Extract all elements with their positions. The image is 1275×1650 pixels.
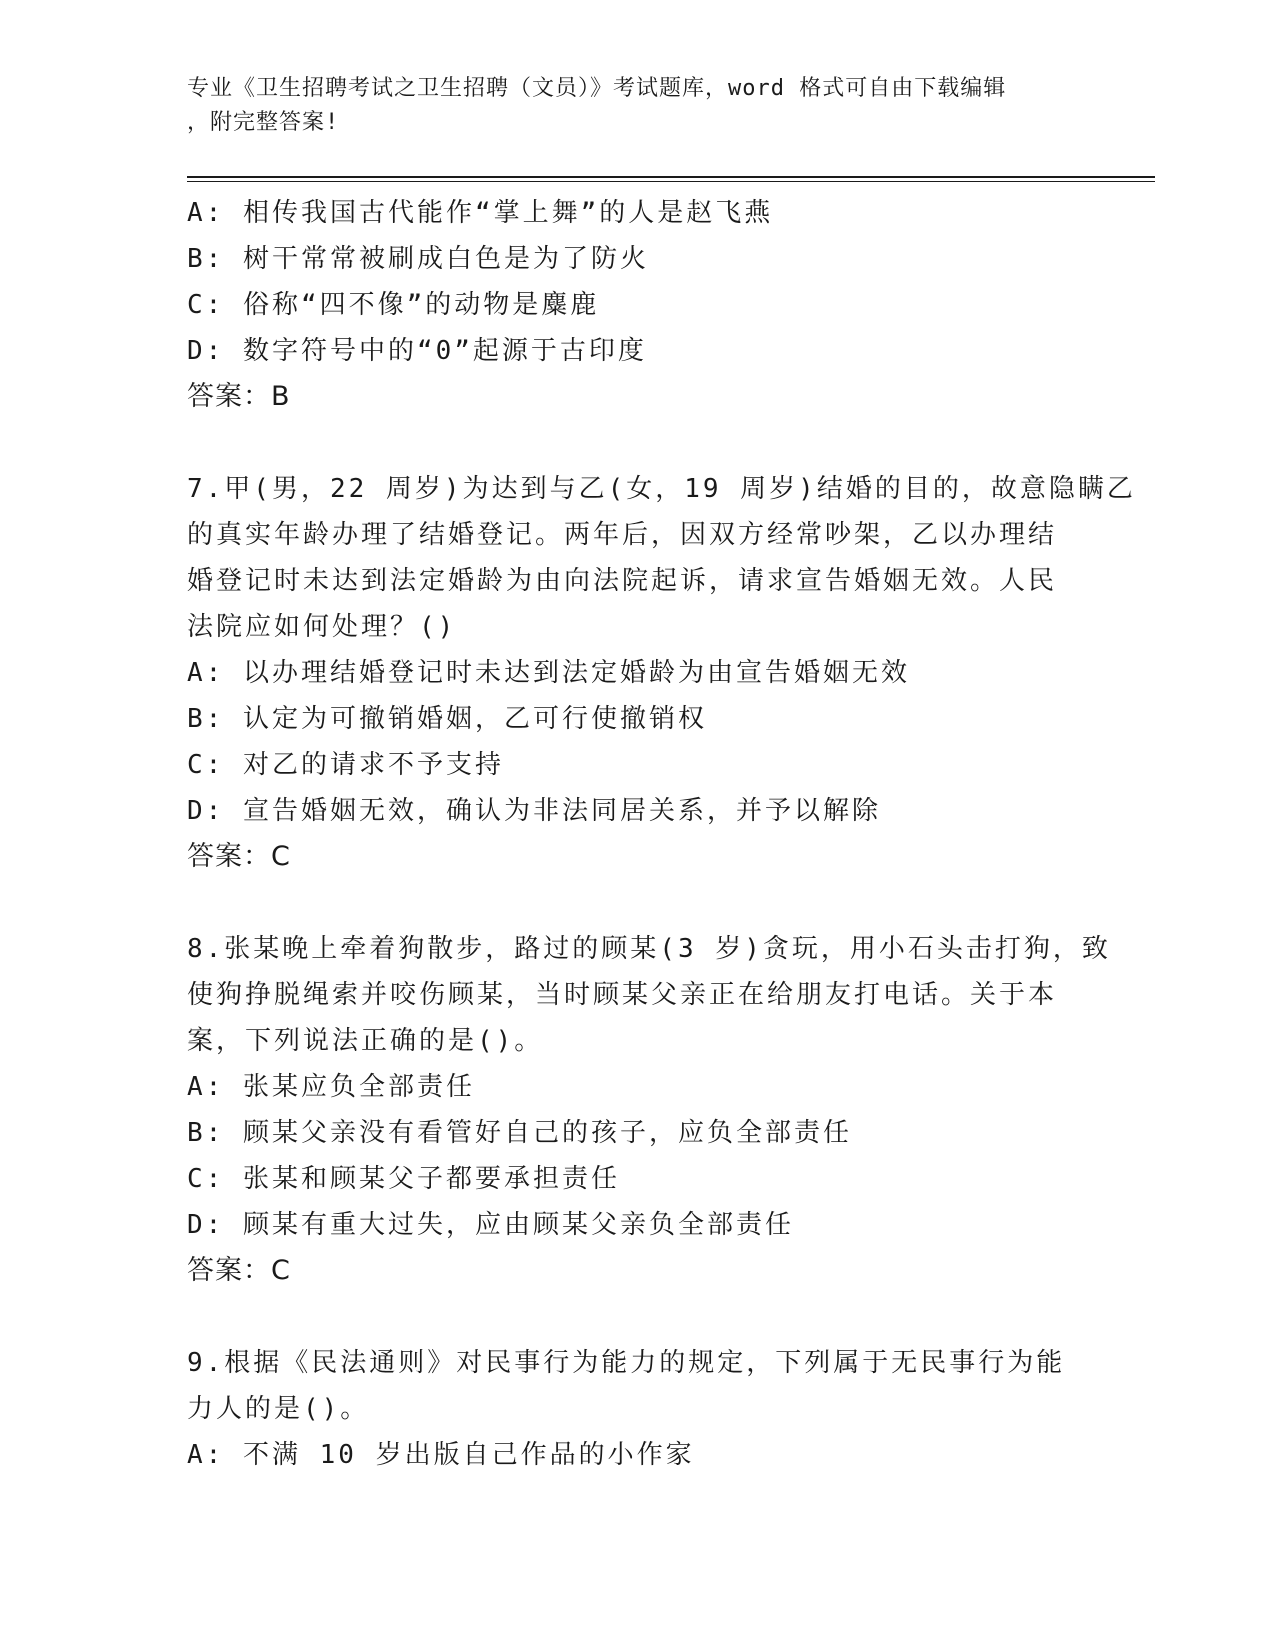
question-spacer xyxy=(187,1294,1087,1340)
header-line-2: ，附完整答案! xyxy=(187,110,340,135)
option-a: A: 相传我国古代能作“掌上舞”的人是赵飞燕 xyxy=(187,198,774,228)
question-6 xyxy=(187,190,1087,420)
question-spacer xyxy=(187,420,1087,466)
question-stem-line: 案，下列说法正确的是()。 xyxy=(187,1026,544,1056)
question-stem-line: 婚登记时未达到法定婚龄为由向法院起诉，请求宣告婚姻无效。人民 xyxy=(187,566,1058,596)
option-a: A: 不满 10 岁出版自己作品的小作家 xyxy=(187,1440,695,1470)
header-line-1: 专业《卫生招聘考试之卫生招聘（文员）》考试题库，word 格式可自由下载编辑 xyxy=(187,76,1007,101)
answer-line: 答案：C xyxy=(187,841,291,872)
question-stem-line: 8.张某晚上牵着狗散步，路过的顾某(3 岁)贪玩，用小石头击打狗，致 xyxy=(187,934,1111,964)
question-stem-line: 使狗挣脱绳索并咬伤顾某，当时顾某父亲正在给朋友打电话。关于本 xyxy=(187,980,1058,1010)
option-b: B: 顾某父亲没有看管好自己的孩子，应负全部责任 xyxy=(187,1118,852,1148)
answer-line: 答案：C xyxy=(187,1255,291,1286)
option-c: C: 张某和顾某父子都要承担责任 xyxy=(187,1164,620,1194)
option-b: B: 树干常常被刷成白色是为了防火 xyxy=(187,244,649,274)
question-stem-line: 9.根据《民法通则》对民事行为能力的规定，下列属于无民事行为能 xyxy=(187,1348,1066,1378)
header-rule-thick xyxy=(187,176,1155,178)
question-stem-line: 力人的是()。 xyxy=(187,1394,370,1424)
question-stem-line: 的真实年龄办理了结婚登记。两年后，因双方经常吵架，乙以办理结 xyxy=(187,520,1058,550)
answer-line: 答案：B xyxy=(187,381,291,412)
option-d: D: 数字符号中的“0”起源于古印度 xyxy=(187,336,647,366)
question-stem-line: 7.甲(男，22 周岁)为达到与乙(女，19 周岁)结婚的目的，故意隐瞒乙 xyxy=(187,474,1136,504)
question-9 xyxy=(187,1340,1087,1478)
question-8 xyxy=(187,926,1111,1294)
option-d: D: 宣告婚姻无效，确认为非法同居关系，并予以解除 xyxy=(187,796,881,826)
option-c: C: 对乙的请求不予支持 xyxy=(187,750,504,780)
question-list xyxy=(187,190,1136,1478)
option-b: B: 认定为可撤销婚姻，乙可行使撤销权 xyxy=(187,704,707,734)
document-header xyxy=(187,72,1087,140)
option-c: C: 俗称“四不像”的动物是麋鹿 xyxy=(187,290,600,320)
question-7 xyxy=(187,466,1136,880)
question-spacer xyxy=(187,880,1087,926)
header-rule-thin xyxy=(187,181,1155,182)
question-stem-line: 法院应如何处理？() xyxy=(187,612,457,642)
option-a: A: 张某应负全部责任 xyxy=(187,1072,475,1102)
option-a: A: 以办理结婚登记时未达到法定婚龄为由宣告婚姻无效 xyxy=(187,658,910,688)
option-d: D: 顾某有重大过失，应由顾某父亲负全部责任 xyxy=(187,1210,794,1240)
